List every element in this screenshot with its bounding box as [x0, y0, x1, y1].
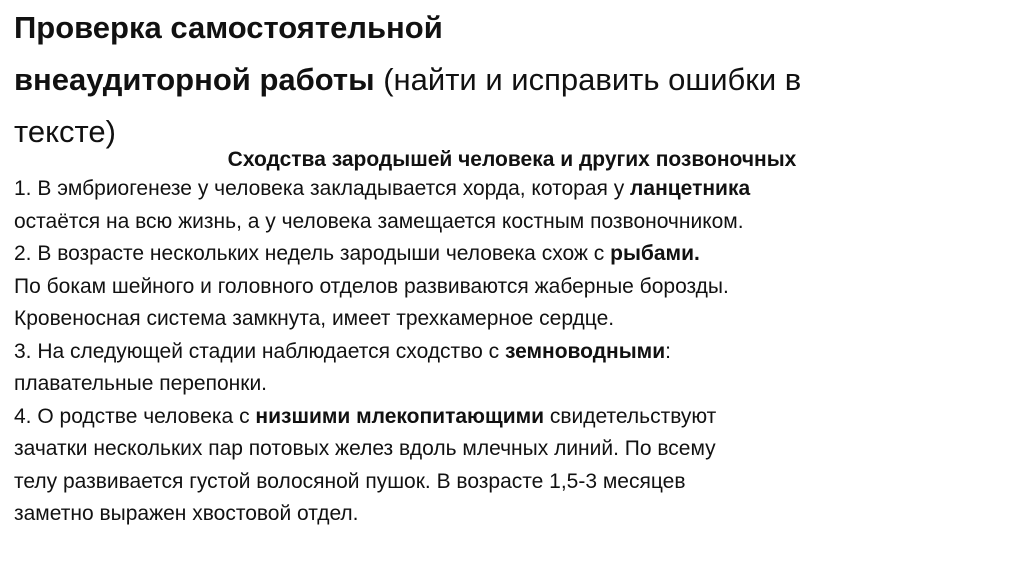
- slide-title: [14, 2, 1004, 158]
- p2-text: 2. В возрасте нескольких недель зародыши человека схож с: [14, 242, 611, 265]
- p3-colon: :: [665, 339, 671, 363]
- p4-highlight: низшими млекопитающими: [255, 404, 545, 428]
- title-bold-line1: Проверка самостоятельной: [14, 10, 443, 45]
- p2-highlight: рыбами.: [610, 242, 700, 265]
- paragraph-3-line-2: плавательные перепонки.: [14, 372, 268, 395]
- p1-highlight: ланцетника: [630, 177, 751, 200]
- title-normal-part: (найти и исправить ошибки в: [374, 62, 802, 97]
- subtitle: Сходства зародышей человека и других позвоночных: [227, 148, 797, 171]
- paragraph-1-line-2: остаётся на всю жизнь, а у человека замещается костным позвоночником.: [14, 209, 744, 233]
- p1-text: 1. В эмбриогенезе у человека закладывается хорда, которая у: [14, 177, 631, 200]
- paragraph-1-line-1: [14, 173, 1014, 206]
- paragraph-2-line-3: Кровеносная система замкнута, имеет трехкамерное сердце.: [14, 307, 615, 330]
- p4-text-end: свидетельствуют: [544, 404, 717, 428]
- p3-text: 3. На следующей стадии наблюдается сходство с: [14, 339, 505, 363]
- paragraph-4-line-2: зачатки нескольких пар потовых желез вдоль млечных линий. По всему: [14, 437, 716, 460]
- title-line3: тексте): [14, 114, 116, 149]
- body-text: [14, 173, 1014, 531]
- title-bold-line2: внеаудиторной работы: [14, 62, 375, 97]
- p4-text: 4. О родстве человека с: [14, 404, 256, 428]
- paragraph-4-line-4: заметно выражен хвостовой отдел.: [14, 502, 359, 525]
- paragraph-4-line-3: телу развивается густой волосяной пушок. В возрасте 1,5-3 месяцев: [14, 469, 686, 493]
- paragraph-2-line-2: По бокам шейного и головного отделов развиваются жаберные борозды.: [14, 274, 729, 298]
- paragraph-3-line-1: [14, 336, 1014, 369]
- p3-highlight: земноводными: [504, 339, 666, 363]
- paragraph-2-line-1: [14, 238, 1014, 271]
- paragraph-4-line-1: [14, 401, 1014, 434]
